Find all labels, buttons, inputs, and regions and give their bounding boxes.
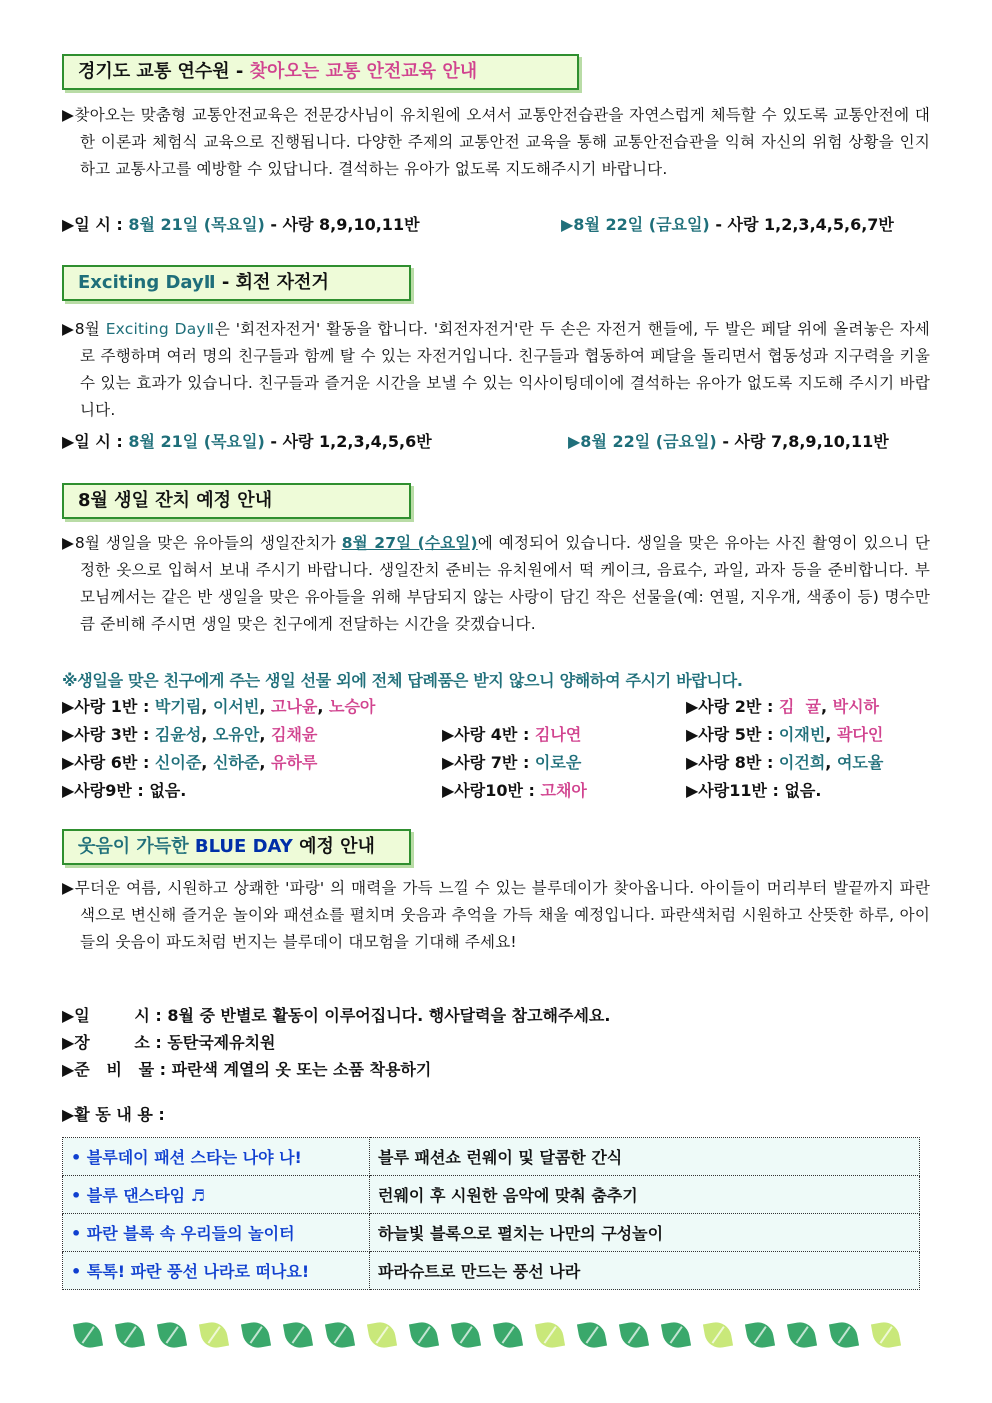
activity-table [62,1137,920,1290]
class-11: ▶사랑11반 : 없음. [686,781,822,800]
leaf-icon [745,1320,775,1350]
leaf-icon [241,1320,271,1350]
class-9: ▶사랑9반 : 없음. [62,781,187,800]
leaf-icon [535,1320,565,1350]
leaf-icon [199,1320,229,1350]
leaf-icon [493,1320,523,1350]
section-header-exciting-day: Exciting DayⅡ - 회전 자전거 [62,265,411,301]
table-row [63,1214,920,1252]
class-10: ▶사랑10반 : 고채아 [442,781,587,800]
leaf-icon [73,1320,103,1350]
traffic-schedule: ▶일 시 : 8월 21일 (목요일) - 사랑 8,9,10,11반 ▶8월 22일 (금요일) - 사랑 1,2,3,4,5,6,7반 [62,215,894,234]
birthday-description: ▶8월 생일을 맞은 유아들의 생일잔치가 8월 27일 (수요일)에 예정되어 있습니다. 생일을 맞은 유아는 사진 촬영이 있으니 단정한 옷으로 입혀서 보내 주시기 바랍니다. 생일잔치 준비는 유치원에서 떡 케이크, 음료수, 과일, 과자 등을 준비합니다. 부모님께서는 같은 반 생일을 맞은 유아들을 위해 부담되지 않는 사랑이 담긴 작은 선물을(예: 연필, 지우개, 색종이 등) 명수만큼 준비해 주시면 생일 맞은 친구에게 전달하는 시간을 갖겠습니다. [62,534,930,633]
leaf-icon [829,1320,859,1350]
leaf-icon [325,1320,355,1350]
class-3: ▶사랑 3반 : 김윤성, 오유안, 김채윤 [62,725,318,744]
leaf-icon [619,1320,649,1350]
exciting-day-schedule: ▶일 시 : 8월 21일 (목요일) - 사랑 1,2,3,4,5,6반 ▶8월 22일 (금요일) - 사랑 7,8,9,10,11반 [62,432,889,451]
activity-name: • 블루데이 패션 스타는 나야 나! [63,1138,370,1176]
activity-name: • 톡톡! 파란 풍선 나라로 떠나요! [63,1252,370,1290]
blue-day-place: ▶장 소 : 동탄국제유치원 [62,1033,276,1052]
leaf-border [75,1318,925,1354]
leaf-icon [157,1320,187,1350]
class-8: ▶사랑 8반 : 이건희, 여도율 [686,753,884,772]
activity-name: • 블루 댄스타임 ♬ [63,1176,370,1214]
activity-label: ▶활 동 내 용 : [62,1105,165,1124]
exciting-day-description: ▶8월 Exciting DayⅡ은 '회전자전거' 활동을 합니다. '회전자전거'란 두 손은 자전거 핸들에, 두 발은 페달 위에 올려놓은 자세로 주행하며 여러 명의 친구들과 함께 탈 수 있는 자전거입니다. 친구들과 협동하여 페달을 돌리면서 협동성과 지구력을 키울 수 있는 효과가 있습니다. 친구들과 즐거운 시간을 보낼 수 있는 익사이팅데이에 결석하는 유아가 없도록 지도해 주시기 바랍니다. [62,320,930,419]
blue-day-supplies: ▶준 비 물 : 파란색 계열의 옷 또는 소품 착용하기 [62,1060,432,1079]
table-row [63,1138,920,1176]
leaf-icon [409,1320,439,1350]
blue-day-time: ▶일 시 : 8월 중 반별로 활동이 이루어집니다. 행사달력을 참고해주세요. [62,1006,611,1025]
activity-desc: 런웨이 후 시원한 음악에 맞춰 춤추기 [370,1176,920,1214]
activity-desc: 파라슈트로 만드는 풍선 나라 [370,1252,920,1290]
leaf-icon [577,1320,607,1350]
leaf-icon [703,1320,733,1350]
traffic-description: ▶찾아오는 맞춤형 교통안전교육은 전문강사님이 유치원에 오셔서 교통안전습관을 자연스럽게 체득할 수 있도록 교통안전에 대한 이론과 체험식 교육으로 진행됩니다. 다양한 주제의 교통안전 교육을 통해 교통안전습관을 익혀 자신의 위험 상황을 인지하고 교통사고를 예방할 수 있답니다. 결석하는 유아가 없도록 지도해주시기 바랍니다. [62,106,930,178]
leaf-icon [283,1320,313,1350]
activity-desc: 블루 패션쇼 런웨이 및 달콤한 간식 [370,1138,920,1176]
table-row [63,1252,920,1290]
leaf-icon [115,1320,145,1350]
activity-desc: 하늘빛 블록으로 펼치는 나만의 구성놀이 [370,1214,920,1252]
class-2: ▶사랑 2반 : 김 귤, 박시하 [686,697,880,716]
leaf-icon [787,1320,817,1350]
leaf-icon [367,1320,397,1350]
leaf-icon [871,1320,901,1350]
class-7: ▶사랑 7반 : 이로운 [442,753,582,772]
leaf-icon [451,1320,481,1350]
class-4: ▶사랑 4반 : 김나연 [442,725,582,744]
class-6: ▶사랑 6반 : 신이준, 신하준, 유하루 [62,753,318,772]
blue-day-description: ▶무더운 여름, 시원하고 상쾌한 '파랑' 의 매력을 가득 느낄 수 있는 블루데이가 찾아옵니다. 아이들이 머리부터 발끝까지 파란색으로 변신해 즐거운 놀이와 패션쇼를 펼치며 웃음과 추억을 가득 채울 예정입니다. 파란색처럼 시원하고 산뜻한 하루, 아이들의 웃음이 파도처럼 번지는 블루데이 대모험을 기대해 주세요! [62,879,930,951]
section-header-traffic: 경기도 교통 연수원 - 찾아오는 교통 안전교육 안내 [62,54,579,90]
activity-name: • 파란 블록 속 우리들의 놀이터 [63,1214,370,1252]
section-header-birthday: 8월 생일 잔치 예정 안내 [62,483,411,519]
table-row [63,1176,920,1214]
class-1: ▶사랑 1반 : 박기림, 이서빈, 고나윤, 노승아 [62,697,376,716]
birthday-gift-note: ※생일을 맞은 친구에게 주는 생일 선물 외에 전체 답례품은 받지 않으니 양해하여 주시기 바랍니다. [62,671,743,690]
class-5: ▶사랑 5반 : 이재빈, 곽다인 [686,725,884,744]
section-header-blue-day: 웃음이 가득한 BLUE DAY 예정 안내 [62,829,411,865]
leaf-icon [661,1320,691,1350]
